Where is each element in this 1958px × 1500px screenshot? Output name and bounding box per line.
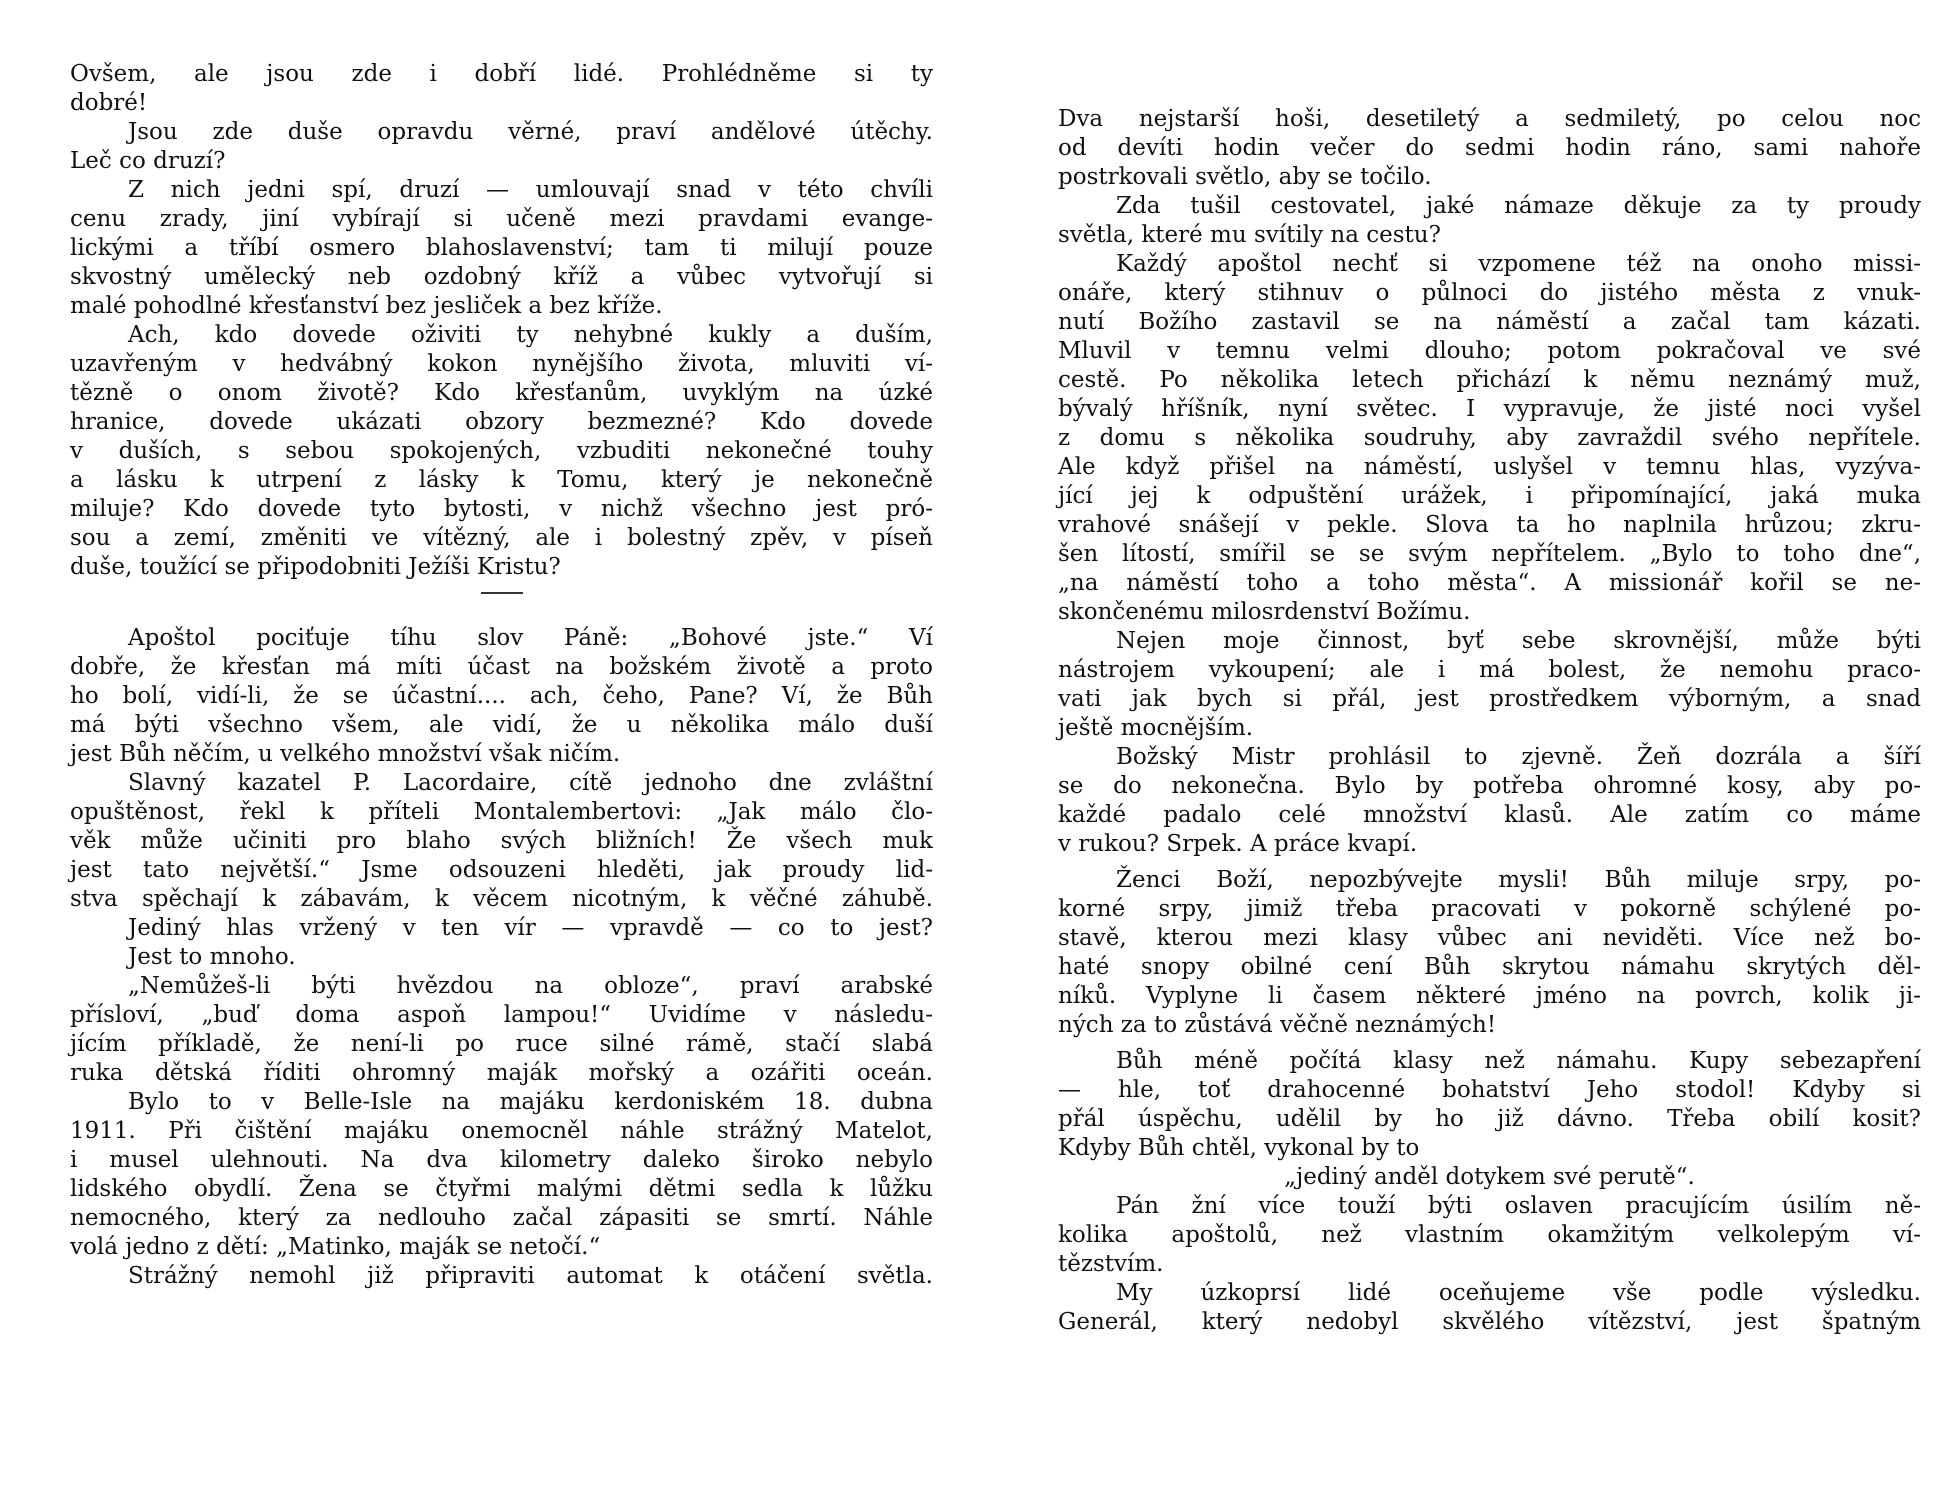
paragraph-gap [1058,859,1921,866]
text-line: Mluvil v temnu velmi dlouho; potom pokračoval ve své [1058,338,1921,364]
text-line: v duších, s sebou spokojených, vzbuditi nekonečné touhy [70,438,933,464]
text-line: ho bolí, vidí-li, že se účastní.... ach, čeho, Pane? Ví, že Bůh [70,683,933,709]
text-line: malé pohodlné křesťanství bez jesliček a bez kříže. [70,293,663,319]
text-line: vrahové snášejí v pekle. Slova ta ho naplnila hrůzou; zkru- [1058,512,1921,538]
text-line: Apoštol pociťuje tíhu slov Páně: „Bohové jste.“ Ví [128,625,933,651]
text-line: ných za to zůstává věčně neznámých! [1058,1012,1497,1038]
text-line: jest tato největší.“ Jsme odsouzeni hleděti, jak proudy lid- [70,857,933,883]
text-line: jícím příkladě, že není-li po ruce silné rámě, stačí slabá [70,1031,933,1057]
text-line: tězně o onom životě? Kdo křesťanům, uvyklým na úzké [70,380,933,406]
text-line: Nejen moje činnost, byť sebe skrovnější, může býti [1116,628,1921,654]
text-line: cestě. Po několika letech přichází k němu neznámý muž, [1058,367,1921,393]
text-line: Strážný nemohl již připraviti automat k otáčení světla. [128,1263,933,1289]
text-line: opuštěnost, řekl k příteli Montalembertovi: „Jak málo člo- [70,799,933,825]
text-line: přísloví, „buď doma aspoň lampou!“ Uvidíme v následu- [70,1002,933,1028]
text-line: miluje? Kdo dovede tyto bytosti, v nichž všechno jest pró- [70,496,933,522]
right-page [979,0,1958,1500]
text-line: lidského obydlí. Žena se čtyřmi malými dětmi sedla k lůžku [70,1176,933,1202]
text-line: Generál, který nedobyl skvělého vítězství, jest špatným [1058,1309,1921,1335]
text-line: hranice, dovede ukázati obzory bezmezné? Kdo dovede [70,409,933,435]
right-text-column [1058,105,1921,1337]
paragraph-gap [1058,1040,1921,1047]
text-line: stavě, kterou mezi klasy vůbec ani neviděti. Více než bo- [1058,925,1921,951]
text-line: Z nich jedni spí, druzí — umlouvají snad v této chvíli [128,177,933,203]
text-line: My úzkoprsí lidé oceňujeme vše podle výsledku. [1116,1280,1921,1306]
text-line: 1911. Při čištění majáku onemocněl náhle strážný Matelot, [70,1118,933,1144]
text-line: Jest to mnoho. [128,944,296,970]
text-line: Slavný kazatel P. Lacordaire, cítě jednoho dne zvláštní [128,770,933,796]
text-line: jest Bůh něčím, u velkého množství však ničím. [70,741,621,767]
text-line: skvostný umělecký neb ozdobný kříž a vůbec vytvořují si [70,264,933,290]
text-line: každé padalo celé množství klasů. Ale zatím co máme [1058,802,1921,828]
text-line: ruka dětská říditi ohromný maják mořský a ozářiti oceán. [70,1060,933,1086]
text-line: z domu s několika soudruhy, aby zavraždil svého nepřítele. [1058,425,1921,451]
text-line: nástrojem vykoupení; ale i má bolest, že nemohu praco- [1058,657,1921,683]
text-line: níků. Vyplyne li časem některé jméno na povrch, kolik ji- [1058,983,1921,1009]
text-line: Leč co druzí? [70,148,226,174]
text-line: a lásku k utrpení z lásky k Tomu, který je nekonečně [70,467,933,493]
text-line: světla, které mu svítily na cestu? [1058,222,1441,248]
text-line: Ženci Boží, nepozbývejte mysli! Bůh miluje srpy, po- [1116,867,1921,893]
text-line: „na náměstí toho a toho města“. A missionář kořil se ne- [1058,570,1921,596]
text-line: Ovšem, ale jsou zde i dobří lidé. Prohlédněme si ty [70,61,933,87]
text-line: Kdyby Bůh chtěl, vykonal by to [1058,1135,1420,1161]
text-line: korné srpy, jimiž třeba pracovati v pokorně schýlené po- [1058,896,1921,922]
text-line: vati jak bych si přál, jest prostředkem výborným, a snad [1058,686,1921,712]
text-line: šen lítostí, smířil se se svým nepřítelem. „Bylo to toho dne“, [1058,541,1921,567]
text-line: tězstvím. [1058,1251,1164,1277]
text-line: kolika apoštolů, než vlastním okamžitým velkolepým ví- [1058,1222,1921,1248]
text-line: dobře, že křesťan má míti účast na božském životě a proto [70,654,933,680]
text-line: přál úspěchu, udělil by ho již dávno. Třeba obilí kosit? [1058,1106,1921,1132]
text-line: — hle, toť drahocenné bohatství Jeho stodol! Kdyby si [1058,1077,1921,1103]
section-separator [481,592,523,594]
text-line: Jsou zde duše opravdu věrné, praví andělové útěchy. [128,119,933,145]
text-line: skončenému milosrdenství Božímu. [1058,599,1471,625]
text-line: uzavřeným v hedvábný kokon nynějšího života, mluviti ví- [70,351,933,377]
text-line: sou a zemí, změniti ve vítězný, ale i bolestný zpěv, v píseň [70,525,933,551]
text-line: postrkovali světlo, aby se točilo. [1058,164,1432,190]
text-line: „Nemůžeš-li býti hvězdou na obloze“, praví arabské [128,973,933,999]
text-line: Bylo to v Belle-Isle na majáku kerdoniském 18. dubna [128,1089,933,1115]
text-line: cenu zrady, jiní vybírají si učeně mezi pravdami evange- [70,206,933,232]
text-line: volá jedno z dětí: „Matinko, maják se netočí.“ [70,1234,601,1260]
text-line: ještě mocnějším. [1058,715,1254,741]
text-line: věk může učiniti pro blaho svých bližních! Že všech muk [70,828,933,854]
text-line: Každý apoštol nechť si vzpomene též na onoho missi- [1116,251,1921,277]
text-line: Bůh méně počítá klasy než námahu. Kupy sebezapření [1116,1048,1921,1074]
text-line: Dva nejstarší hoši, desetiletý a sedmiletý, po celou noc [1058,106,1921,132]
text-line: haté snopy obilné cení Bůh skrytou námahu skrytých děl- [1058,954,1921,980]
text-line: Zda tušil cestovatel, jaké námaze děkuje za ty proudy [1116,193,1921,219]
text-line: stva spěchají k zábavám, k věcem nicotným, k věčné záhubě. [70,886,933,912]
text-line: i musel ulehnouti. Na dva kilometry daleko široko nebylo [70,1147,933,1173]
text-line: od devíti hodin večer do sedmi hodin ráno, sami nahoře [1058,135,1921,161]
text-line: má býti všechno všem, ale vidí, že u několika málo duší [70,712,933,738]
text-line: Jediný hlas vržený v ten vír — vpravdě — co to jest? [128,915,933,941]
text-line: v rukou? Srpek. A práce kvapí. [1058,831,1418,857]
text-line: nutí Božího zastavil se na náměstí a začal tam kázati. [1058,309,1921,335]
text-line: jící jej k odpuštění urážek, i připomínající, jaká muka [1058,483,1921,509]
text-line: lickými a tříbí osmero blahoslavenství; tam ti milují pouze [70,235,933,261]
text-line: duše, toužící se připodobniti Ježíši Kristu? [70,554,561,580]
text-line: Ale když přišel na náměstí, uslyšel v temnu hlas, vyzýva- [1058,454,1921,480]
text-line: Božský Mistr prohlásil to zjevně. Žeň dozrála a šíří [1116,744,1921,770]
text-line: bývalý hříšník, nyní světec. I vypravuje, že jisté noci vyšel [1058,396,1921,422]
text-line: Ach, kdo dovede oživiti ty nehybné kukly a duším, [128,322,933,348]
left-text-column [70,60,933,1291]
text-line: dobré! [70,90,148,116]
text-line: Pán žní více touží býti oslaven pracujícím úsilím ně- [1116,1193,1921,1219]
text-line: „jediný anděl dotykem své perutě“. [1284,1164,1695,1190]
text-line: se do nekonečna. Bylo by potřeba ohromné kosy, aby po- [1058,773,1921,799]
text-line: nemocného, který za nedlouho začal zápasiti se smrtí. Náhle [70,1205,933,1231]
text-line: onáře, který stihnuv o půlnoci do jistého města z vnuk- [1058,280,1921,306]
